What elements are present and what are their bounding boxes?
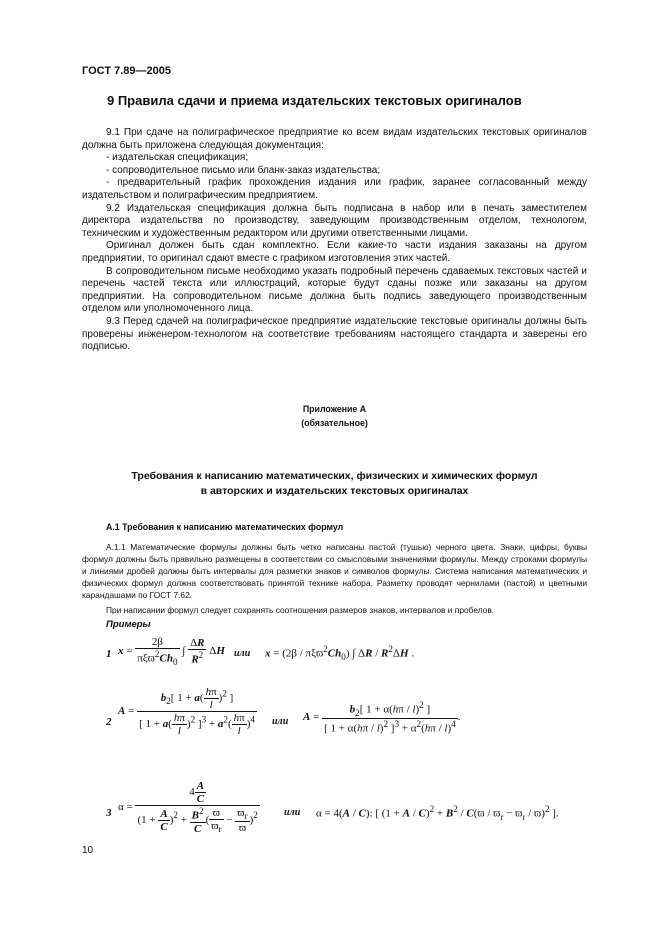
appendix-title-line2: в авторских и издательских текстовых оригиналах [200,485,469,497]
examples-label: Примеры [106,619,151,630]
paragraph-a-1-2: При написании формул следует сохранять соотношения размеров знаков, интервалов и пробелов. [106,605,495,615]
paragraph-9-2-cont: Оригинал должен быть сдан комплектно. Если какие-то части издания заказаны на другом предприятии, то оригинал сдают вместе с графиком изготовления этих частей. [82,240,587,264]
formula-2-or: или [272,716,289,727]
formula-1-or: или [234,648,251,659]
appendix-label: Приложение А [302,404,367,414]
appendix-status: (обязательное) [301,418,368,428]
section-9-body [82,127,587,354]
paragraph-9-1: 9.1 При сдаче на полиграфическое предприятие ко всем видам издательских текстовых оригиналов должна быть приложена следующая документация: [82,127,587,151]
document-code: ГОСТ 7.89—2005 [82,65,171,77]
formula-2-inline: A = $\frac{b_2[ 1 + \alpha(h\pi / l)^2 ]}{[ 1 + \alpha(h\pi / l)^2 ]^3 + \alpha^2(h\pi / l)^4}$ . [303,700,461,735]
list-item: - сопроводительное письмо или бланк-заказ издательства; [106,164,381,176]
list-item: - предварительный график прохождения издания или график, заранее согласованный между издательством и полиграфическим предприятием. [82,177,587,201]
formula-3: α = 4 $\frac{A}{C}$ (1 + $\frac{A}{C}$ )$^2$ + $\frac{B^2}{C}$ ( $\frac{ϖ}{ϖ_r}$ − $\frac{ϖ_r}{ϖ}$ )$^2$ [118,780,258,835]
paragraph-a-1-1: А.1.1 Математические формулы должны быть четко написаны пастой (тушью) черного цвета. Знаки, цифры, буквы формул должны быть правильно размещены в соответствии со смысловыми значениями формулы. Между строками формулы и линиями дробей должны быть интервалы для разметки знаков и символов формулы. Система написания математических и физических формул должна соответствовать принятой технике набора. Разметку проводят чернилами (пастой) и цветными карандашами по ГОСТ 7.62. [82,542,587,600]
a1-body [82,541,587,616]
section-9-title: 9 Правила сдачи и приема издательских текстовых оригиналов [107,93,522,108]
formula-3-inline: α = 4(A / C): [ $(1 + A / C)^2 + B^2 / C(ϖ / ϖ_r - ϖ_r / ϖ)^2$ ]. [316,804,559,822]
a1-title: А.1 Требования к написанию математических формул [106,522,344,532]
page-number: 10 [82,845,94,856]
formula-1: x = $\frac{2\beta}{\pi\xi ϖ^2Ch_0}$ ∫ $\frac{\Delta R}{R^2}$ ΔH [118,636,225,667]
formula-3-or: или [284,807,301,818]
paragraph-9-2: 9.2 Издательская спецификация должна быть подписана в набор или в печать заместителем директора издательства по производству, заведующим производственным отделом, технологом, техническим и художественным редактором или другими ответственными лицами. [82,202,587,239]
formula-3-number: 3 [106,807,112,819]
formula-2-number: 2 [106,716,112,728]
list-item: - издательская спецификация; [106,152,249,164]
paragraph-9-2-cont2: В сопроводительном письме необходимо указать подробный перечень сдаваемых текстовых частей и перечень частей текста или иллюстраций, которые будут сданы позже или заказаны на другом предприятии. На сопроводительном письме должна быть подпись заведующего производственным отделом или уполномоченного лица. [82,265,587,315]
appendix-title-line1: Требования к написанию математических, физических и химических формул [131,470,538,482]
formula-1-number: 1 [106,648,112,660]
formula-2: A = $b_2$[ 1 + a( $\frac{h\pi}{l}$ )$^2$ ] [ 1 + a( $\frac{h\pi}{l}$ )$^2$ ]$^3 + a^2$( $\frac{h\pi}{l}$ )$^4$ [118,686,255,737]
paragraph-9-3: 9.3 Перед сдачей на полиграфическое предприятие издательские текстовые оригиналы должны быть проверены инженером-технологом на соответствие требованиям настоящего стандарта и заверены его подписью. [82,315,587,353]
formula-1-inline: $x = (2\beta / \pi\xi ϖ^2Ch_0)$ ∫ ΔR / $R^2\Delta H$ . [265,644,415,662]
